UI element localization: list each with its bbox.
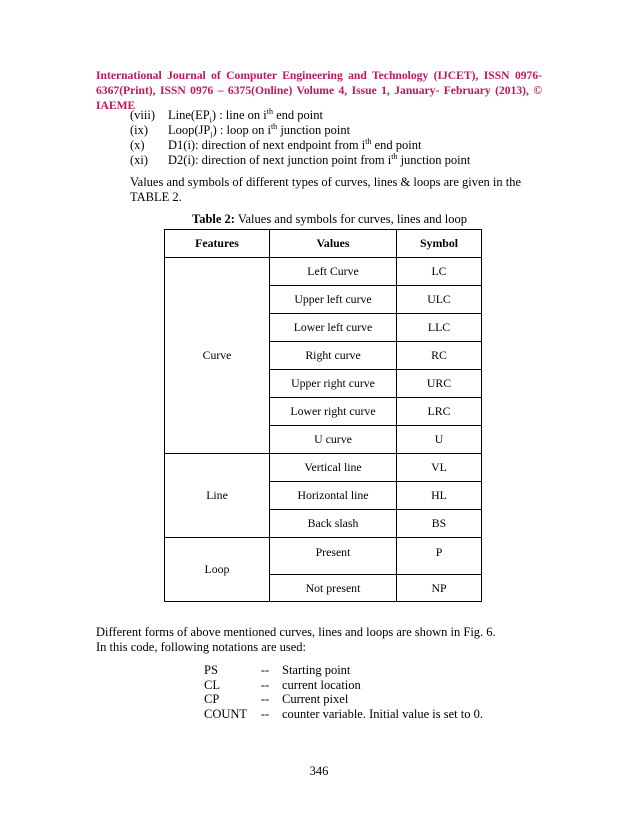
notation-dash: -- [260,706,270,721]
table-caption-label: Table 2: [192,212,235,226]
symbol-cell: HL [397,482,482,510]
symbol-cell: LRC [397,398,482,426]
value-cell: Horizontal line [270,482,397,510]
definition-text: D1(i): direction of next endpoint from $i^{th}$ end point [168,136,422,152]
definition-number: (x) [130,138,145,152]
notation-dash: -- [260,663,270,677]
symbol-cell: ULC [397,286,482,314]
definition-number: (viii) [130,108,155,122]
table-row [165,538,482,575]
notation-dash: -- [260,677,270,692]
notation-intro [96,625,496,655]
journal-header: International Journal of Computer Engineering and Technology (IJCET), ISSN 0976-6367(Print), ISSN 0976 – 6375(Online) Volume 4, Issue 1, January- February (2013), © IAEME [96,69,542,112]
header-symbol: Symbol [397,230,482,258]
header-values: Values [270,230,397,258]
value-cell: Back slash [270,510,397,538]
value-cell: Lower right curve [270,398,397,426]
value-cell: Lower left curve [270,314,397,342]
notation-item [204,678,483,693]
notation-dash: -- [260,692,270,706]
definition-number: (xi) [130,153,149,167]
definition-item [130,108,470,123]
symbol-cell: NP [397,575,482,602]
notation-item [204,663,483,678]
notation-desc: current location [282,677,361,692]
symbol-cell: BS [397,510,482,538]
symbol-cell: VL [397,454,482,482]
value-cell: Left Curve [270,258,397,286]
value-cell: Vertical line [270,454,397,482]
values-symbols-table [164,229,482,602]
notation-desc: Current pixel [282,692,349,706]
table-caption [192,212,467,227]
definition-list [130,108,470,168]
notation-key: PS [204,663,218,677]
feature-cell-loop: Loop [165,538,270,602]
table-row [165,454,482,482]
symbol-cell: P [397,538,482,575]
notation-key: COUNT [204,706,248,721]
symbol-cell: LC [397,258,482,286]
feature-cell-line: Line [165,454,270,538]
intro-paragraph: Values and symbols of different types of curves, lines & loops are given in the TABLE 2. [130,175,522,204]
header-features: Features [165,230,270,258]
value-cell: Upper left curve [270,286,397,314]
notation-desc: Starting point [282,663,351,677]
symbol-cell: RC [397,342,482,370]
definition-text: $Loop(JP_i)$ : loop on $i^{th}$ junction point [168,121,351,140]
definition-item [130,123,470,138]
definition-text: $Line(EP_i)$ : line on $i^{th}$ end point [168,106,323,125]
definition-item [130,153,470,168]
value-cell: U curve [270,426,397,454]
value-cell: Right curve [270,342,397,370]
notation-intro-line: Different forms of above mentioned curves, lines and loops are shown in Fig. 6. [96,625,496,639]
symbol-cell: URC [397,370,482,398]
definition-number: (ix) [130,123,149,137]
value-cell: Present [270,538,397,575]
table-row [165,258,482,286]
notation-intro-line: In this code, following notations are used: [96,640,307,654]
feature-cell-curve: Curve [165,258,270,454]
notation-desc: counter variable. Initial value is set to 0. [282,706,483,721]
notation-list [204,663,483,721]
definition-text: D2(i): direction of next junction point from $i^{th}$ junction point [168,151,471,167]
notation-key: CL [204,677,220,692]
value-cell: Upper right curve [270,370,397,398]
page-number: 346 [309,764,329,778]
table-header-row [165,230,482,258]
definition-item [130,138,470,153]
notation-item [204,707,483,722]
symbol-cell: LLC [397,314,482,342]
value-cell: Not present [270,575,397,602]
notation-key: CP [204,692,220,706]
table-caption-text: Values and symbols for curves, lines and loop [234,212,467,226]
notation-item [204,692,483,707]
symbol-cell: U [397,426,482,454]
